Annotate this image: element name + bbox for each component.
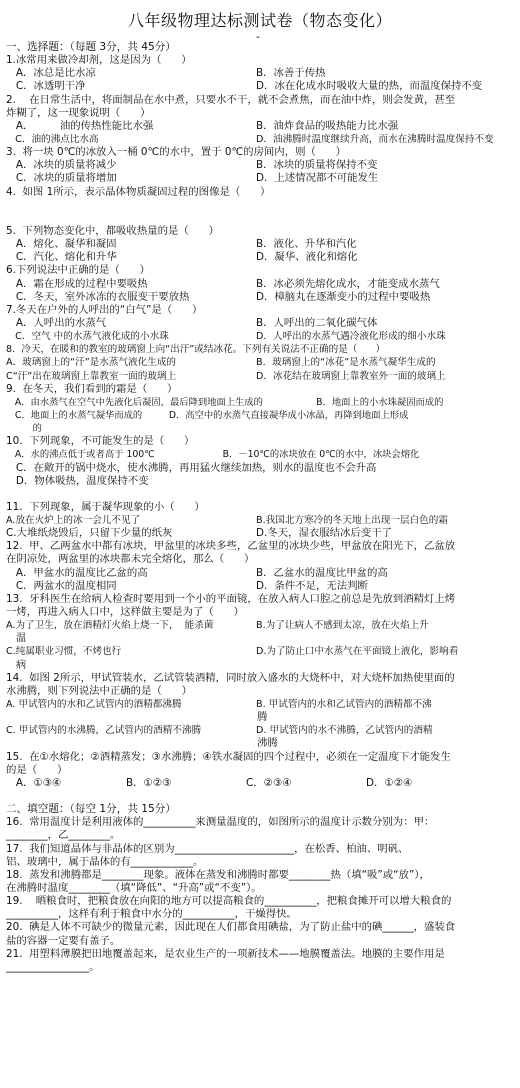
option-row xyxy=(6,330,514,343)
option-text: A．冰块的质量将减少 xyxy=(6,159,117,172)
option-text: B．冰善于传热 xyxy=(256,67,326,80)
option-row xyxy=(6,238,514,251)
option-text: D．上述情况都不可能发生 xyxy=(256,172,379,185)
option-row xyxy=(6,80,514,93)
text-line: 10. 下列现象，不可能发生的是（ ） xyxy=(6,435,195,448)
option-text: A．熔化、凝华和凝固 xyxy=(6,238,117,251)
text-line: 病 xyxy=(6,658,27,671)
text-line: 铝、玻璃中，属于晶体的有____________。 xyxy=(6,855,204,868)
text-line: 18. 蒸发和沸腾都是________现象。液体在蒸发和沸腾时都要________热（填“吸”或“放”）， xyxy=(6,868,430,881)
option-text: D．冰在化成水时吸收大量的热，而温度保持不变 xyxy=(256,80,483,93)
text-line: 一烤，再进入病人口中，这样做主要是为了（ ） xyxy=(6,606,245,619)
exam-body xyxy=(6,41,514,974)
option-text: D．樟脑丸在逐渐变小的过程中要吸热 xyxy=(256,290,431,303)
option-row xyxy=(6,172,514,185)
option-row xyxy=(6,67,514,80)
option-text: D.为了防止口中水蒸气在平面镜上液化，影响看 xyxy=(256,646,459,658)
text-line: A．由水蒸气在空气中先液化后凝固，最后降到地面上生成的 B．地面上的小水珠凝固而成的 xyxy=(6,396,444,408)
option-row xyxy=(6,698,514,711)
option-row xyxy=(6,356,514,369)
text-line: 3. 将一块 0℃的冰放入一桶 0℃的水中，置于 0℃的房间内，则（ ） xyxy=(6,146,347,159)
text-line: 9. 在冬天，我们看到的霜是（ ） xyxy=(6,382,178,395)
option-text: B.我国北方寒冷的冬天地上出现一层白色的霜 xyxy=(256,515,448,527)
text-line: 在沸腾时温度________（填“降低”、“升高”或“不变”）。 xyxy=(6,882,262,894)
option-text: C．两盆水的温度相同 xyxy=(6,579,117,592)
option-text: D．凝华、液化和熔化 xyxy=(256,251,358,264)
option-row xyxy=(6,291,514,304)
option-text: C“汗”出在玻璃窗上靠教室一面的玻璃上 xyxy=(6,370,177,382)
option-text: B．人呼出的二氧化碳气体 xyxy=(256,316,378,329)
option-text: C.纯属职业习惯，不烤也行 xyxy=(6,646,122,658)
option-row xyxy=(6,580,514,593)
text-line: 炸糊了，这一现象说明（ ） xyxy=(6,106,151,119)
option-row xyxy=(6,645,514,658)
text-line: 的是（ ） xyxy=(6,763,68,776)
option-row xyxy=(6,159,514,172)
option-text: C. 甲试管内的水沸腾，乙试管内的酒精不沸腾 xyxy=(6,725,202,737)
option-text: B. 甲试管内的水和乙试管内的酒精都不沸 xyxy=(256,699,432,711)
option-row xyxy=(6,777,514,790)
page-title: 八年级物理达标测试卷（物态变化） xyxy=(127,11,392,30)
option-row xyxy=(6,133,514,146)
text-line: 盐的容器一定要有盖子。 xyxy=(6,934,121,947)
text-line: 在阴凉处，两盆里的冰块都未完全熔化，那么（ ） xyxy=(6,553,255,566)
text-line: 16. 常用温度计是利用液体的__________来测量温度的，如图所示的温度计示数分别为：甲： xyxy=(6,816,435,829)
option-text: A．人呼出的水蒸气 xyxy=(6,316,107,329)
option-row xyxy=(6,619,514,632)
option-text: D.冬天，湿衣服结冰后变干了 xyxy=(256,527,392,540)
option-text: C．冰块的质量将增加 xyxy=(6,172,117,185)
option-text: C．空气 中的水蒸气液化成的小水珠 xyxy=(6,331,169,343)
option-text: B．①②③ xyxy=(126,776,172,789)
text-line: 5. 下列物态变化中，都吸收热量的是（ ） xyxy=(6,224,219,237)
text-line: 20. 碘是人体不可缺少的微量元素，因此现在人们都食用碘盐，为了防止盐中的碘______，盛装食 xyxy=(6,921,456,934)
text-line: 21. 用塑料薄膜把田地覆盖起来，是农业生产的一项新技术——地膜覆盖法。地膜的主要作用是 xyxy=(6,947,445,960)
option-row xyxy=(6,527,514,540)
option-row xyxy=(6,567,514,580)
text-line: 12. 甲、乙两盆水中都有冰块，甲盆里的冰块多些，乙盆里的冰块少些，甲盆放在阳光下，乙盆放 xyxy=(6,540,456,553)
option-text: B．液化、升华和汽化 xyxy=(256,238,357,251)
option-text: C．冬天，室外冰冻的衣服变干要放热 xyxy=(6,290,190,303)
text-line: A．水的沸点低于或者高于 100℃ B．－10℃的冰块放在 0℃的水中，冰块会熔化 xyxy=(6,449,420,461)
option-text: A. 甲试管内的水和乙试管内的酒精都沸腾 xyxy=(6,699,182,711)
option-text: D. 甲试管内的水不沸腾，乙试管内的酒精 xyxy=(256,725,433,737)
blank-line xyxy=(6,199,514,212)
option-text: C．冰透明干净 xyxy=(6,80,86,93)
text-line: 沸腾 xyxy=(6,737,278,750)
text-line: 13. 牙科医生在给病人检查时要用到一个小的平面镜，在放入病人口腔之前总是先放到酒精灯上烤 xyxy=(6,592,456,605)
option-text: A．①③④ xyxy=(6,776,62,789)
text-line: 19. 晒粮食时，把粮食放在向阳的地方可以提高粮食的__________，把粮食摊开可以增大粮食的 xyxy=(6,895,452,908)
blank-line xyxy=(6,790,514,803)
option-text: A．玻璃窗上的“汗”是水蒸气液化生成的 xyxy=(6,357,177,369)
option-row xyxy=(6,724,514,737)
option-text: D．油沸腾时温度继续升高，而水在沸腾时温度保持不变 xyxy=(256,133,494,145)
option-text: D．人呼出的水蒸气遇冷液化形成的细小水珠 xyxy=(256,331,446,343)
section-heading: 一、选择题：（每题 3分，共 45分） xyxy=(6,41,176,53)
title-dash: - xyxy=(256,30,260,43)
text-line: 温 xyxy=(6,632,27,645)
text-line: D．物体吸热，温度保持不变 xyxy=(6,474,149,487)
option-text: B.为了让病人不感到太凉，放在火焰上升 xyxy=(256,620,429,632)
blank-line xyxy=(6,212,514,225)
text-line: 水沸腾，则下列说法中正确的是（ ） xyxy=(6,684,193,697)
text-line: 6.下列说法中正确的是（ ） xyxy=(6,264,151,277)
option-text: C.大堆纸烧毁后，只留下少量的纸灰 xyxy=(6,527,173,540)
option-text: A.放在火炉上的冰一会儿不见了 xyxy=(6,515,141,527)
text-line: 的 xyxy=(6,423,42,435)
option-text: A．甲盆水的温度比乙盆的高 xyxy=(6,566,148,579)
text-line: 11. 下列现象，属于凝华现象的小（ ） xyxy=(6,500,205,513)
option-text: B．玻璃窗上的“冰花”是水蒸气凝华生成的 xyxy=(256,357,436,369)
option-text: B．冰块的质量将保持不变 xyxy=(256,159,378,172)
text-line: __________，这样有利于粮食中水分的__________，干燥得快。 xyxy=(6,908,297,921)
option-row xyxy=(6,317,514,330)
option-text: C．②③④ xyxy=(246,776,292,789)
option-row xyxy=(6,370,514,383)
text-line: 2. 在日常生活中，将面制品在水中煮，只要水不干，就不会煮焦，而在油中炸，则会发黄，甚至 xyxy=(6,93,456,106)
option-text: C．油的沸点比水高 xyxy=(6,133,99,145)
text-line: 1.冰常用来做冷却剂，这是因为（ ） xyxy=(6,54,192,67)
option-text: D．①②④ xyxy=(366,776,413,789)
option-row xyxy=(6,278,514,291)
option-row xyxy=(6,120,514,133)
option-text: D．条件不足，无法判断 xyxy=(256,579,368,592)
option-row xyxy=(6,514,514,527)
option-text: D．冰花结在玻璃窗上靠教室外一面的玻璃上 xyxy=(256,370,446,382)
text-line: C．在敞开的锅中烧水，使水沸腾，再用猛火继续加热，则水的温度也不会升高 xyxy=(6,461,377,474)
option-text: A．霜在形成的过程中要吸热 xyxy=(6,277,148,290)
blank-line xyxy=(6,488,514,501)
option-text: B．乙盆水的温度比甲盆的高 xyxy=(256,566,388,579)
text-line: 15. 在①水熔化；②酒精蒸发；③水沸腾；④铁水凝固的四个过程中，必须在一定温度下才能发生 xyxy=(6,750,451,763)
text-line: C．地面上的水蒸气凝华而成的 D．高空中的水蒸气直接凝华成小冰晶，再降到地面上形成 xyxy=(6,409,409,421)
text-line: 8. 冷天，在暖和的教室的玻璃窗上向“出汗”或结冰花。下列有关说法不正确的是（ ） xyxy=(6,344,386,356)
text-line: 4. 如图 1所示，表示晶体物质凝固过程的图像是（ ） xyxy=(6,185,271,198)
option-row xyxy=(6,251,514,264)
option-text: C．汽化、熔化和升华 xyxy=(6,251,117,264)
text-line: 14. 如图 2所示，甲试管装水，乙试管装酒精，同时放入盛水的大烧杯中，对大烧杯加热使里面的 xyxy=(6,671,455,684)
option-text: A． 油的传热性能比水强 xyxy=(6,119,154,132)
text-line: 腾 xyxy=(6,711,268,724)
option-text: B．油炸食品的吸热能力比水强 xyxy=(256,119,399,132)
option-text: B．冰必须先熔化成水，才能变成水蒸气 xyxy=(256,277,440,290)
text-line: ________，乙________。 xyxy=(6,829,121,842)
section-heading: 二、填空题：（每空 1分，共 15分） xyxy=(6,803,176,816)
text-line: ________________。 xyxy=(6,960,100,973)
text-line: 17. 我们知道晶体与非晶体的区别为_______________________，在松香、柏油、明矾、 xyxy=(6,842,409,855)
option-text: A．冰总是比水凉 xyxy=(6,67,96,80)
option-text: A.为了卫生，放在酒精灯火焰上烧一下， 能杀菌 xyxy=(6,620,214,632)
text-line: 7.冬天在户外的人呼出的“白气”是（ ） xyxy=(6,303,203,316)
